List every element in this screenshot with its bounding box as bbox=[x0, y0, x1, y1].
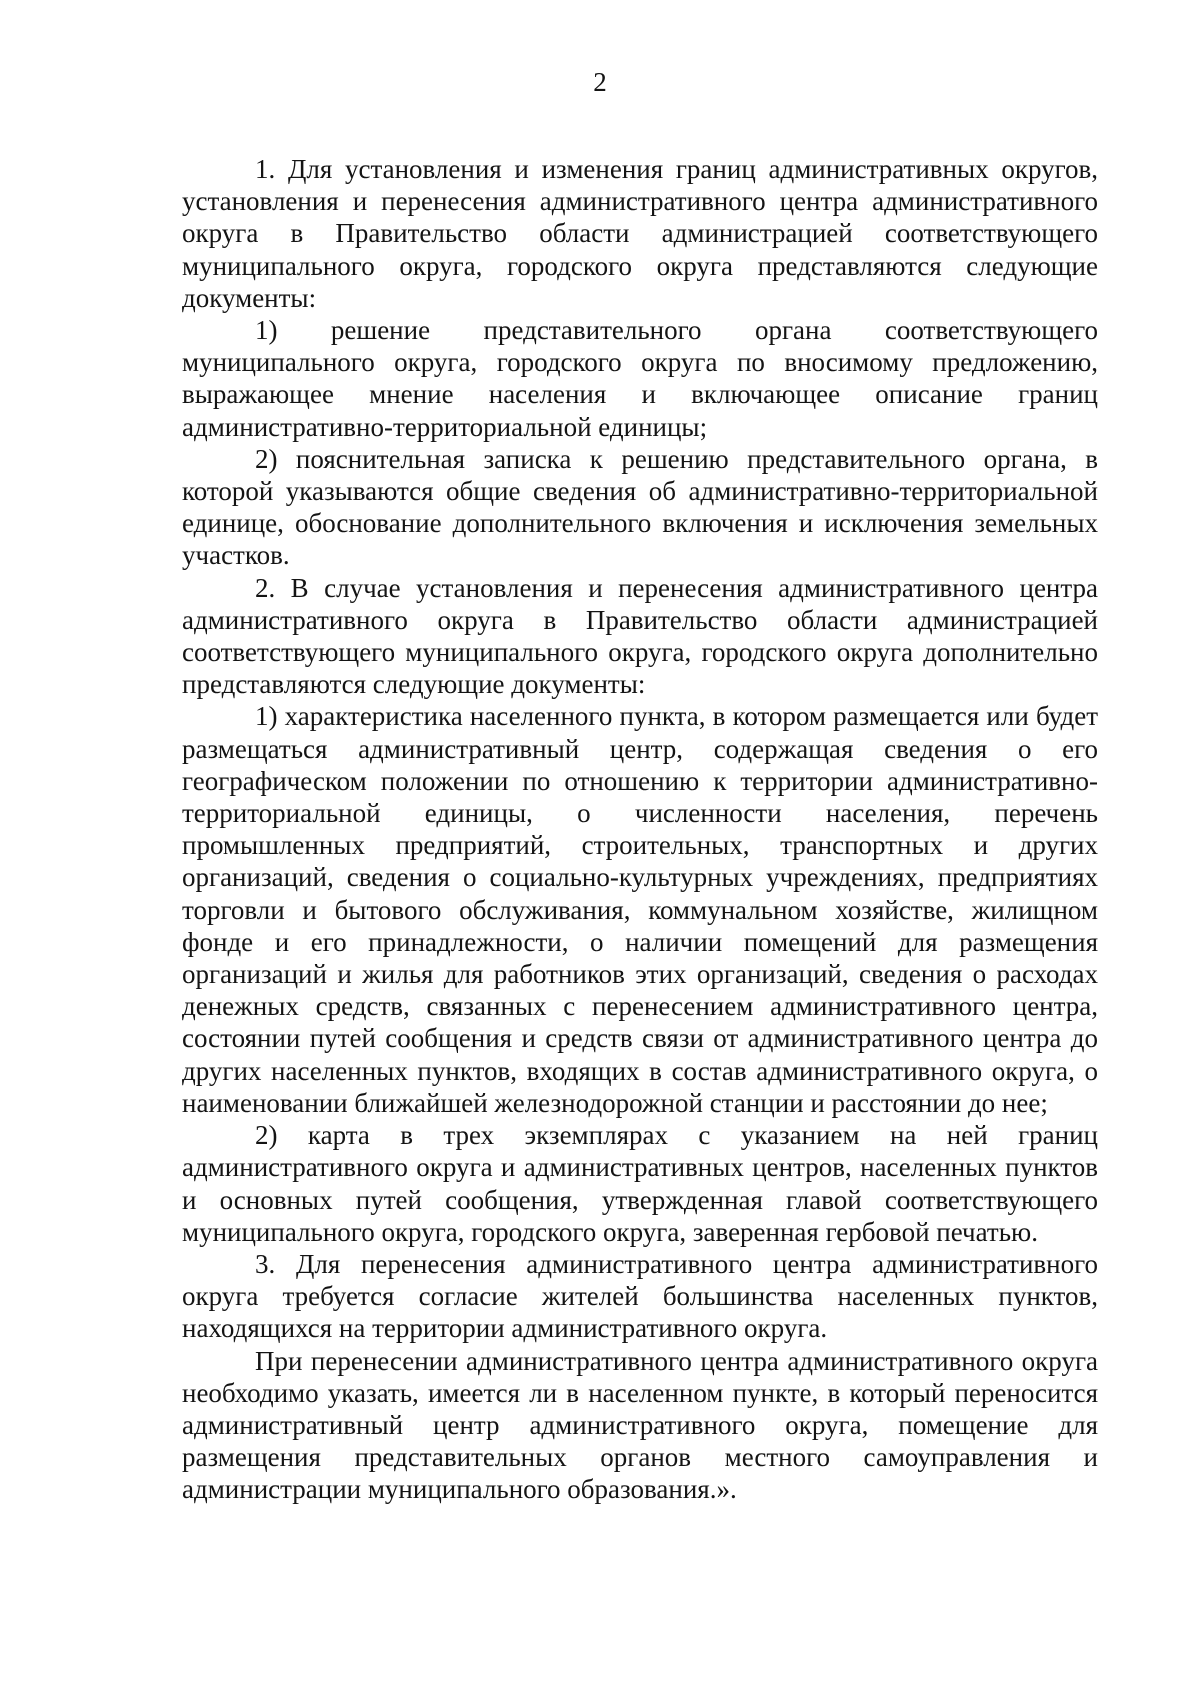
paragraph-clause-2: 2. В случае установления и перенесения административного центра административного округа в Правительство области администрацией соответствующего муниципального округа, городского округа дополнительно представляются следующие документы: bbox=[182, 572, 1098, 700]
paragraph-clause-2-item-1: 1) характеристика населенного пункта, в котором размещается или будет размещаться административный центр, содержащая сведения о его географическом положении по отношению к территории административно-территориальной единицы, о численности населения, перечень промышленных предприятий, строительных, транспортных и других организаций, сведения о социально-культурных учреждениях, предприятиях торговли и бытового обслуживания, коммунальном хозяйстве, жилищном фонде и его принадлежности, о наличии помещений для размещения организаций и жилья для работников этих организаций, сведения о расходах денежных средств, связанных с перенесением административного центра, состоянии путей сообщения и средств связи от административного центра до других населенных пунктов, входящих в состав административного округа, о наименовании ближайшей железнодорожной станции и расстоянии до нее; bbox=[182, 701, 1098, 1118]
paragraph-clause-3: 3. Для перенесения административного центра административного округа требуется согласие жителей большинства населенных пунктов, находящихся на территории административного округа. bbox=[182, 1248, 1098, 1344]
paragraph-clause-3-continuation: При перенесении административного центра административного округа необходимо указать, имеется ли в населенном пункте, в который переносится административный центр административного округа, помещение для размещения представительных органов местного самоуправления и администрации муниципального образования.». bbox=[182, 1345, 1098, 1505]
page-number: 2 bbox=[593, 67, 607, 97]
document-body bbox=[182, 153, 1098, 1506]
paragraph-clause-1-item-1: 1) решение представительного органа соответствующего муниципального округа, городского округа по вносимому предложению, выражающее мнение населения и включающее описание границ административно-территориальной единицы; bbox=[182, 315, 1098, 442]
paragraph-clause-2-item-2: 2) карта в трех экземплярах с указанием на ней границ административного округа и административных центров, населенных пунктов и основных путей сообщения, утвержденная главой соответствующего муниципального округа, городского округа, заверенная гербовой печатью. bbox=[182, 1120, 1098, 1247]
paragraph-clause-1: 1. Для установления и изменения границ административных округов, установления и перенесения административного центра административного округа в Правительство области администрацией соответствующего муниципального округа, городского округа представляются следующие документы: bbox=[182, 154, 1098, 313]
paragraph-clause-1-item-2: 2) пояснительная записка к решению представительного органа, в которой указываются общие сведения об административно-территориальной единице, обоснование дополнительного включения и исключения земельных участков. bbox=[182, 443, 1098, 571]
